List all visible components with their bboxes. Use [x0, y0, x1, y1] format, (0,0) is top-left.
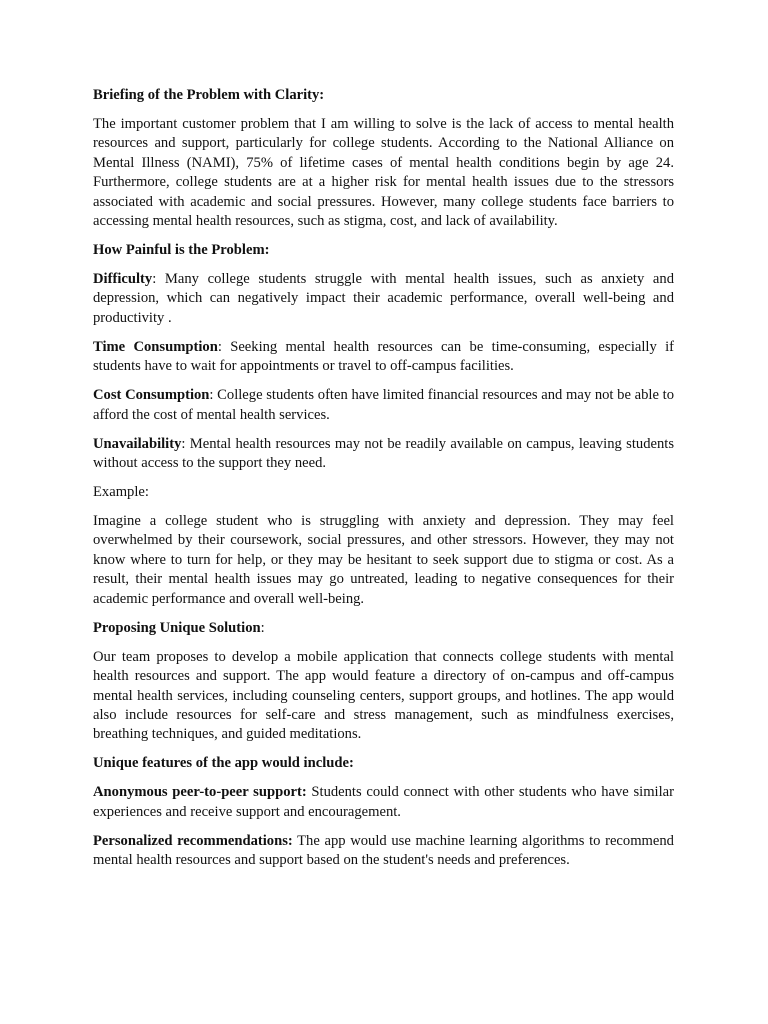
time-consumption-paragraph: [93, 338, 674, 377]
solution-heading: Proposing Unique Solution: [93, 619, 261, 636]
solution-paragraph: Our team proposes to develop a mobile application that connects college students with mental health resources and support. The app would feature a directory of on-campus and off-campus mental health services, including counseling centers, support groups, and hotlines. The app would also include resources for self-care and stress management, such as mindfulness exercises, breathing techniques, and guided meditations.: [93, 648, 674, 743]
difficulty-term: Difficulty: [93, 271, 153, 288]
time-consumption-text: : Seeking mental health resources can be time-consuming, especially if students have to wait for appointments or travel to off-campus facilities.: [93, 338, 674, 375]
unavailability-term: Unavailability: [93, 435, 182, 452]
peer-support-term: Anonymous peer-to-peer support:: [93, 784, 307, 801]
peer-support-paragraph: [93, 783, 674, 822]
unavailability-paragraph: [93, 435, 674, 474]
example-label: Example:: [93, 484, 149, 501]
document-page: [93, 86, 674, 880]
solution-heading-suffix: :: [260, 619, 265, 636]
unavailability-text: : Mental health resources may not be readily available on campus, leaving students without access to the support they need.: [93, 435, 674, 472]
time-consumption-term: Time Consumption: [93, 338, 218, 355]
recommendations-text: The app would use machine learning algorithms to recommend mental health resources and support based on the student's needs and preferences.: [93, 832, 674, 869]
cost-consumption-text: : College students often have limited financial resources and may not be able to afford the cost of mental health services.: [93, 387, 674, 423]
cost-consumption-paragraph: [93, 386, 674, 425]
painful-heading: How Painful is the Problem:: [93, 242, 270, 259]
peer-support-text: Students could connect with other students who have similar experiences and receive support and encouragement.: [93, 784, 675, 820]
example-paragraph: Imagine a college student who is struggling with anxiety and depression. They may feel overwhelmed by their coursework, social pressures, and other stressors. However, they may not know where to turn for help, or they may be hesitant to seek support due to stigma or cost. As a result, their mental health issues may go untreated, leading to negative consequences for their academic performance and overall well-being.: [93, 513, 674, 607]
recommendations-term: Personalized recommendations:: [93, 832, 293, 849]
briefing-paragraph: The important customer problem that I am willing to solve is the lack of access to mental health resources and support, particularly for college students. According to the National Alliance on Mental Illness (NAMI), 75% of lifetime cases of mental health conditions begin by age 24. Furthermore, college students are at a higher risk for mental health issues due to the stressors associated with academic and social pressures. However, many college students face barriers to accessing mental health resources, such as stigma, cost, and lack of availability.: [93, 116, 674, 230]
solution-heading-line: [93, 619, 674, 638]
cost-consumption-term: Cost Consumption: [93, 387, 210, 404]
difficulty-text: : Many college students struggle with mental health issues, such as anxiety and depression, which can negatively impact their academic performance, overall well-being and productivity .: [93, 271, 674, 326]
difficulty-paragraph: [93, 270, 674, 328]
recommendations-paragraph: [93, 832, 674, 871]
briefing-heading: Briefing of the Problem with Clarity:: [93, 87, 325, 103]
features-heading: Unique features of the app would include:: [93, 755, 354, 772]
